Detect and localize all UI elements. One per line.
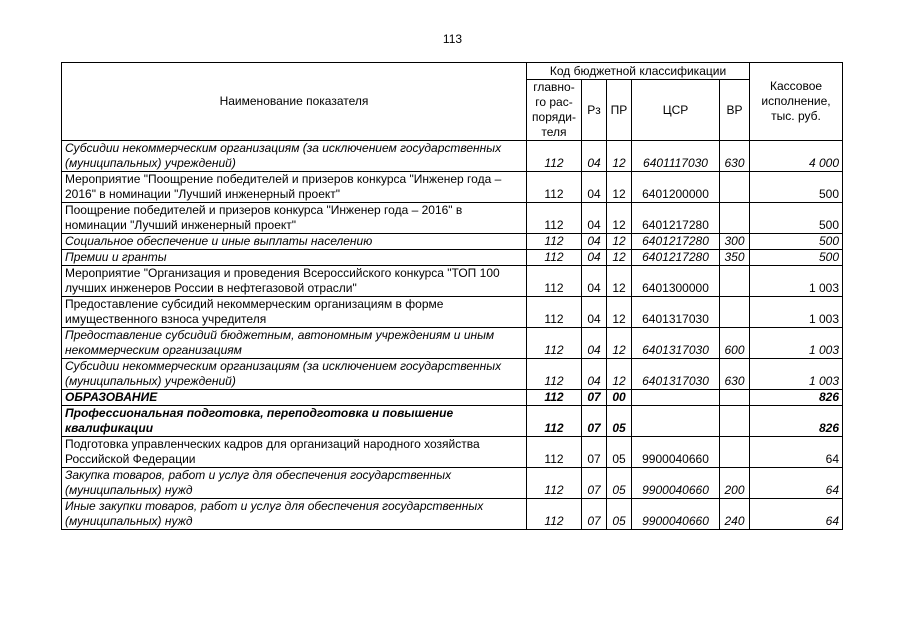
cell-rz: 07 [582, 437, 607, 468]
table-row [62, 297, 843, 328]
cell-rz: 07 [582, 499, 607, 530]
cell-name: Мероприятие "Поощрение победителей и призеров конкурса "Инженер года – 2016" в номинации "Лучший инженерный проект" [62, 172, 527, 203]
cell-amount: 500 [750, 250, 843, 266]
cell-csr: 9900040660 [632, 437, 720, 468]
cell-csr: 6401200000 [632, 172, 720, 203]
cell-rz: 04 [582, 297, 607, 328]
cell-gr: 112 [527, 172, 582, 203]
cell-name: Мероприятие "Организация и проведения Всероссийского конкурса "ТОП 100 лучших инженеров России в нефтегазовой отрасли" [62, 266, 527, 297]
cell-gr: 112 [527, 359, 582, 390]
table-row [62, 172, 843, 203]
cell-vr [720, 172, 750, 203]
cell-rz: 07 [582, 390, 607, 406]
cell-csr: 6401317030 [632, 359, 720, 390]
cell-gr: 112 [527, 250, 582, 266]
cell-rz: 04 [582, 328, 607, 359]
cell-gr: 112 [527, 203, 582, 234]
cell-pr: 05 [607, 468, 632, 499]
cell-amount: 500 [750, 172, 843, 203]
cell-pr: 00 [607, 390, 632, 406]
cell-amount: 64 [750, 468, 843, 499]
table-row [62, 141, 843, 172]
cell-csr: 6401300000 [632, 266, 720, 297]
cell-amount: 826 [750, 390, 843, 406]
cell-vr: 600 [720, 328, 750, 359]
cell-rz: 04 [582, 359, 607, 390]
cell-name: ОБРАЗОВАНИЕ [62, 390, 527, 406]
cell-name: Подготовка управленческих кадров для организаций народного хозяйства Российской Федерации [62, 437, 527, 468]
table-row [62, 203, 843, 234]
cell-gr: 112 [527, 468, 582, 499]
cell-csr: 9900040660 [632, 499, 720, 530]
cell-vr: 300 [720, 234, 750, 250]
cell-csr: 6401217280 [632, 203, 720, 234]
table-body [62, 141, 843, 530]
cell-pr: 12 [607, 203, 632, 234]
cell-vr: 630 [720, 359, 750, 390]
table-row [62, 359, 843, 390]
cell-vr: 240 [720, 499, 750, 530]
cell-pr: 12 [607, 297, 632, 328]
cell-rz: 04 [582, 250, 607, 266]
cell-amount: 1 003 [750, 297, 843, 328]
cell-name: Предоставление субсидий некоммерческим организациям в форме имущественного взноса учредителя [62, 297, 527, 328]
header-gr: главно-го рас-поряди-теля [527, 80, 582, 141]
cell-csr [632, 390, 720, 406]
table-row [62, 406, 843, 437]
cell-amount: 500 [750, 203, 843, 234]
cell-csr: 6401317030 [632, 297, 720, 328]
cell-name: Социальное обеспечение и иные выплаты населению [62, 234, 527, 250]
cell-csr: 6401217280 [632, 234, 720, 250]
cell-rz: 04 [582, 266, 607, 297]
cell-name: Профессиональная подготовка, переподготовка и повышение квалификации [62, 406, 527, 437]
header-name: Наименование показателя [62, 63, 527, 141]
cell-pr: 12 [607, 234, 632, 250]
cell-amount: 64 [750, 437, 843, 468]
cell-gr: 112 [527, 437, 582, 468]
cell-vr: 200 [720, 468, 750, 499]
cell-name: Предоставление субсидий бюджетным, автономным учреждениям и иным некоммерческим организациям [62, 328, 527, 359]
cell-gr: 112 [527, 141, 582, 172]
cell-amount: 500 [750, 234, 843, 250]
header-code-group: Код бюджетной классификации [527, 63, 750, 80]
cell-rz: 04 [582, 141, 607, 172]
cell-gr: 112 [527, 266, 582, 297]
cell-gr: 112 [527, 499, 582, 530]
cell-csr: 9900040660 [632, 468, 720, 499]
cell-pr: 12 [607, 250, 632, 266]
table-row [62, 234, 843, 250]
page-number: 113 [442, 32, 463, 46]
header-vr: ВР [720, 80, 750, 141]
cell-csr: 6401317030 [632, 328, 720, 359]
cell-vr: 630 [720, 141, 750, 172]
cell-rz: 04 [582, 172, 607, 203]
cell-gr: 112 [527, 234, 582, 250]
cell-pr: 12 [607, 359, 632, 390]
budget-table [61, 62, 843, 530]
cell-name: Субсидии некоммерческим организациям (за исключением государственных (муниципальных) учреждений) [62, 359, 527, 390]
cell-pr: 05 [607, 437, 632, 468]
cell-vr: 350 [720, 250, 750, 266]
cell-rz: 07 [582, 406, 607, 437]
cell-amount: 4 000 [750, 141, 843, 172]
cell-amount: 826 [750, 406, 843, 437]
cell-rz: 07 [582, 468, 607, 499]
cell-vr [720, 297, 750, 328]
cell-pr: 12 [607, 328, 632, 359]
header-amount: Кассовое исполнение, тыс. руб. [750, 63, 843, 141]
cell-vr [720, 390, 750, 406]
cell-csr: 6401117030 [632, 141, 720, 172]
cell-amount: 64 [750, 499, 843, 530]
cell-name: Поощрение победителей и призеров конкурса "Инженер года – 2016" в номинации "Лучший инженерный проект" [62, 203, 527, 234]
cell-csr: 6401217280 [632, 250, 720, 266]
cell-pr: 12 [607, 141, 632, 172]
cell-amount: 1 003 [750, 328, 843, 359]
table-row [62, 437, 843, 468]
cell-rz: 04 [582, 203, 607, 234]
cell-csr [632, 406, 720, 437]
cell-name: Субсидии некоммерческим организациям (за исключением государственных (муниципальных) учреждений) [62, 141, 527, 172]
table-row [62, 328, 843, 359]
cell-vr [720, 437, 750, 468]
header-rz: Рз [582, 80, 607, 141]
cell-pr: 05 [607, 406, 632, 437]
cell-pr: 12 [607, 172, 632, 203]
cell-amount: 1 003 [750, 266, 843, 297]
cell-pr: 12 [607, 266, 632, 297]
cell-vr [720, 406, 750, 437]
cell-gr: 112 [527, 390, 582, 406]
cell-gr: 112 [527, 328, 582, 359]
cell-name: Иные закупки товаров, работ и услуг для обеспечения государственных (муниципальных) нужд [62, 499, 527, 530]
cell-amount: 1 003 [750, 359, 843, 390]
table-row [62, 468, 843, 499]
cell-vr [720, 266, 750, 297]
cell-rz: 04 [582, 234, 607, 250]
table-row [62, 250, 843, 266]
table-row [62, 266, 843, 297]
cell-pr: 05 [607, 499, 632, 530]
header-pr: ПР [607, 80, 632, 141]
cell-name: Закупка товаров, работ и услуг для обеспечения государственных (муниципальных) нужд [62, 468, 527, 499]
header-csr: ЦСР [632, 80, 720, 141]
table-row [62, 390, 843, 406]
cell-name: Премии и гранты [62, 250, 527, 266]
cell-gr: 112 [527, 406, 582, 437]
cell-vr [720, 203, 750, 234]
table-row [62, 499, 843, 530]
cell-gr: 112 [527, 297, 582, 328]
